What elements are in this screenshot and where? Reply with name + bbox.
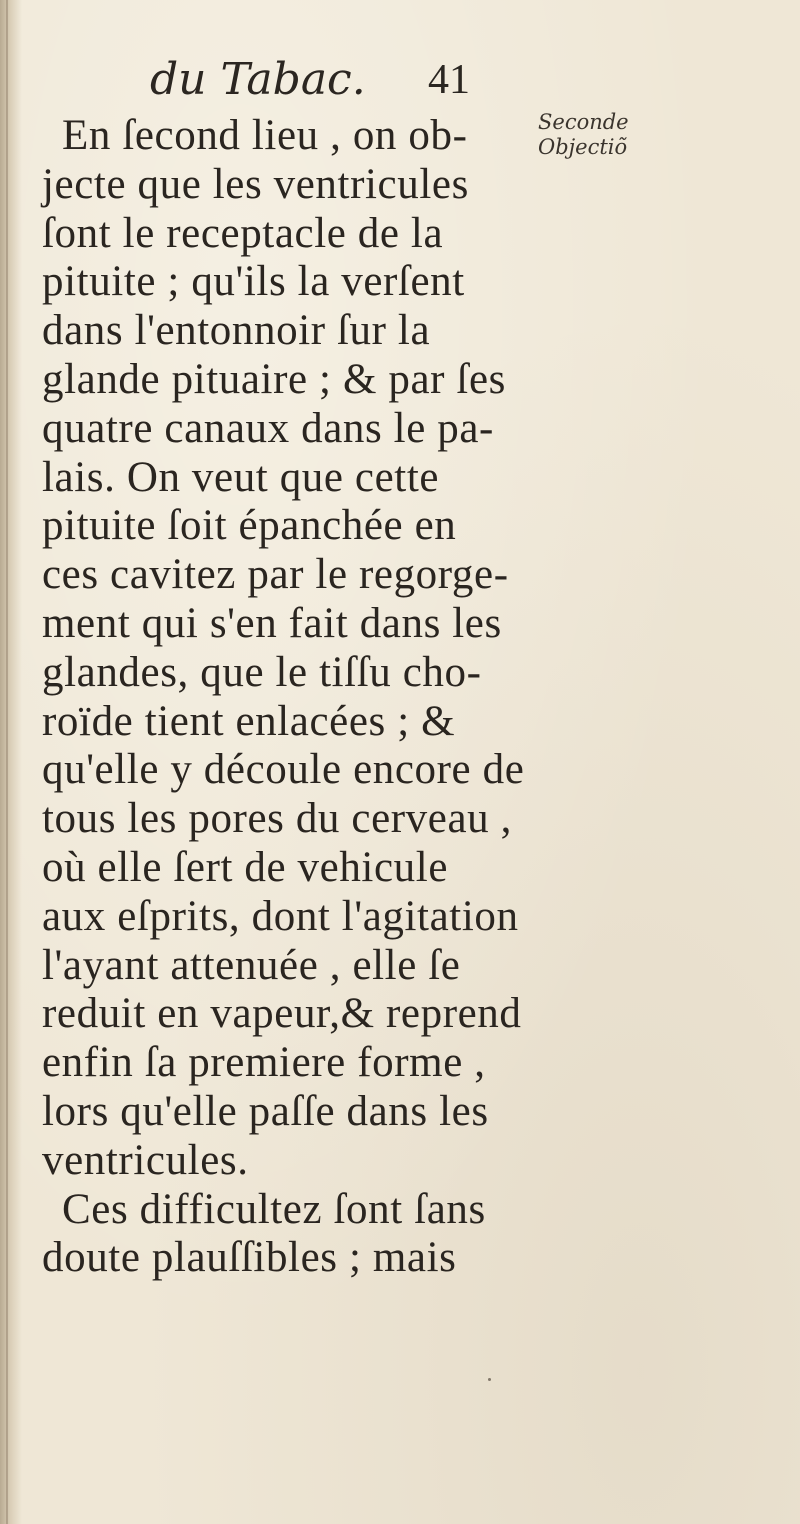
binding-shadow — [0, 0, 22, 1524]
text-line: glandes, que le tiſſu cho- — [42, 648, 482, 696]
margin-note-line-1: Seconde — [538, 110, 629, 134]
text-line: qu'elle y découle encore de — [42, 746, 525, 794]
binding-edge — [6, 0, 8, 1524]
text-line: roïde tient enlacées ; & — [42, 697, 456, 745]
paper-speck — [488, 1378, 491, 1381]
text-line: ſont le receptacle de la — [42, 209, 444, 257]
text-line: pituite ; qu'ils la verſent — [42, 258, 465, 306]
text-line: ces cavitez par le regorge- — [42, 551, 509, 599]
body-text — [42, 112, 542, 1283]
running-head-title: du Tabac. — [150, 54, 366, 105]
text-line: lais. On veut que cette — [42, 453, 440, 501]
margin-note-line-2: Objectiõ — [538, 135, 628, 159]
text-line: dans l'entonnoir ſur la — [42, 307, 431, 355]
text-line: doute plauſſibles ; mais — [42, 1234, 457, 1282]
running-head — [150, 50, 500, 110]
text-line: lors qu'elle paſſe dans les — [42, 1087, 489, 1135]
text-line: l'ayant attenuée , elle ſe — [42, 941, 461, 989]
text-line: En ſecond lieu , on ob- — [62, 112, 468, 159]
text-line: enfin ſa premiere forme , — [42, 1039, 486, 1087]
page-number: 41 — [428, 57, 470, 103]
text-line: aux eſprits, dont l'agitation — [42, 892, 519, 940]
text-line: glande pituaire ; & par ſes — [42, 355, 506, 403]
text-line: ment qui s'en fait dans les — [42, 599, 502, 647]
text-line: pituite ſoit épanchée en — [42, 502, 457, 550]
text-line: tous les pores du cerveau , — [42, 795, 512, 843]
text-line: Ces difficultez ſont ſans — [62, 1185, 486, 1233]
text-line: reduit en vapeur,& reprend — [42, 990, 522, 1038]
margin-note — [538, 110, 658, 160]
text-line: quatre canaux dans le pa- — [42, 404, 494, 452]
text-line: ventricules. — [42, 1136, 249, 1184]
text-line: où elle ſert de vehicule — [42, 843, 448, 891]
text-line: jecte que les ventricules — [42, 160, 469, 208]
